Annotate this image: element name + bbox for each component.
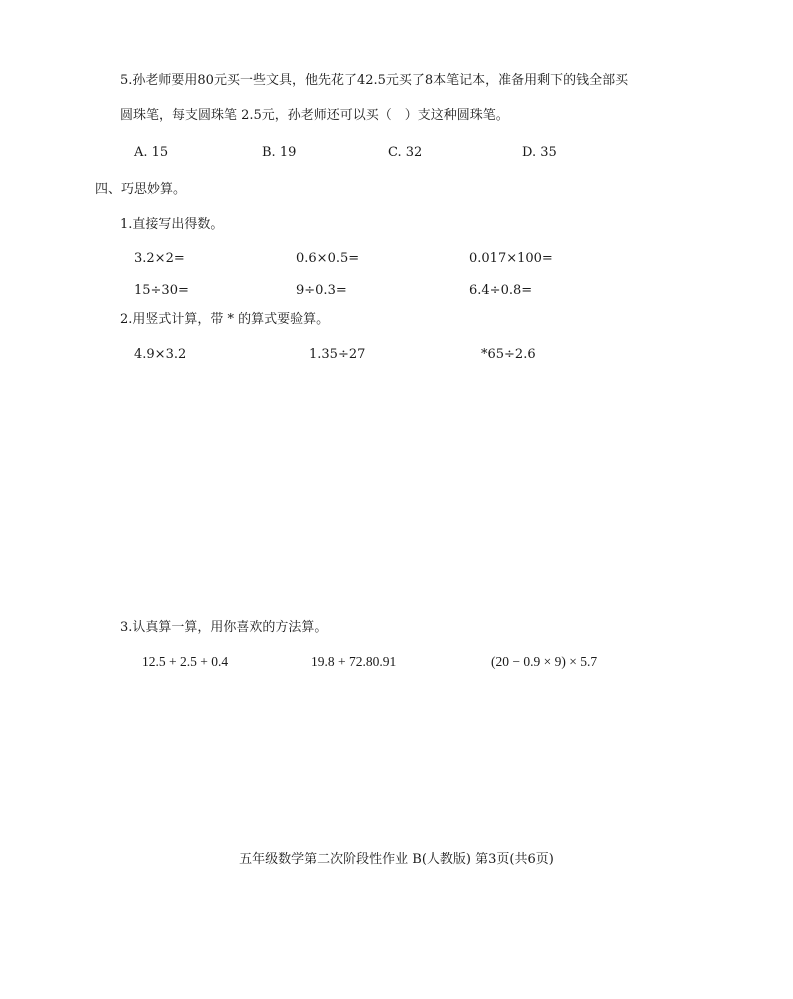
q5-option-c: C. 32 xyxy=(388,145,423,160)
calc-2-1: 15÷30= xyxy=(134,283,189,298)
part-3-heading: 3.认真算一算，用你喜欢的方法算。 xyxy=(120,620,328,635)
calc-2-3: 6.4÷0.8= xyxy=(469,283,533,298)
part-1-heading: 1.直接写出得数。 xyxy=(120,217,224,232)
vertical-calc-3: *65÷2.6 xyxy=(481,347,536,362)
expression-1: 12.5 + 2.5 + 0.4 xyxy=(142,654,229,669)
calc-1-1: 3.2×2= xyxy=(134,251,185,266)
q5-option-d: D. 35 xyxy=(522,145,557,160)
section-4-title: 四、巧思妙算。 xyxy=(95,182,187,197)
calc-1-3: 0.017×100= xyxy=(469,251,553,266)
vertical-calc-1: 4.9×3.2 xyxy=(134,347,187,362)
q5-line-1: 5.孙老师要用80元买一些文具，他先花了42.5元买了8本笔记本，准备用剩下的钱全部买 xyxy=(120,73,629,88)
q5-option-a: A. 15 xyxy=(134,145,169,160)
expression-2: 19.8 + 72.80.91 xyxy=(311,654,397,669)
part-2-heading: 2.用竖式计算，带 * 的算式要验算。 xyxy=(120,312,330,327)
page-footer: 五年级数学第二次阶段性作业 B(人教版) 第3页(共6页) xyxy=(239,852,554,867)
calc-2-2: 9÷0.3= xyxy=(296,283,347,298)
calc-1-2: 0.6×0.5= xyxy=(296,251,360,266)
q5-line-2: 圆珠笔，每支圆珠笔 2.5元，孙老师还可以买（ ）支这种圆珠笔。 xyxy=(120,108,509,123)
q5-option-b: B. 19 xyxy=(262,145,297,160)
expression-3: (20 − 0.9 × 9) × 5.7 xyxy=(491,654,598,669)
vertical-calc-2: 1.35÷27 xyxy=(309,347,366,362)
